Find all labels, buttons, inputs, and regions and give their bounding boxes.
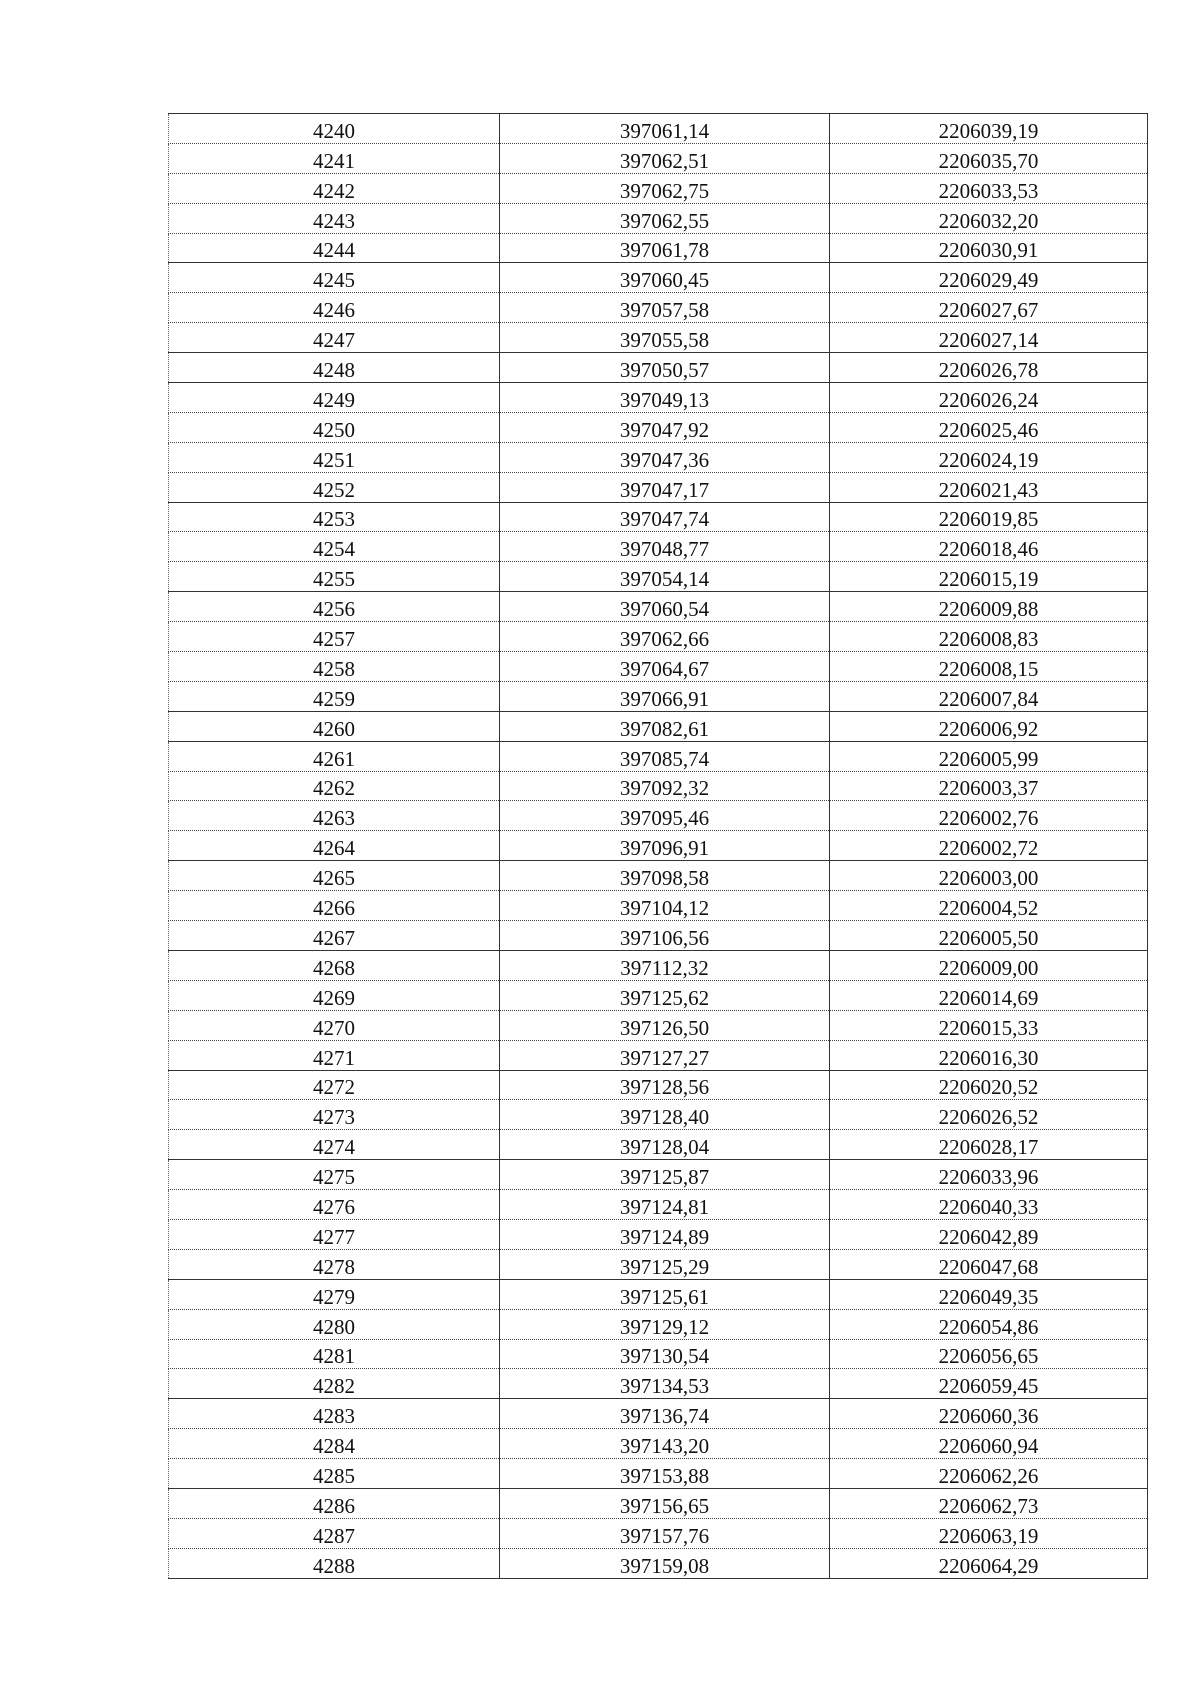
point-number-cell: 4249 bbox=[169, 383, 500, 413]
point-number-cell: 4252 bbox=[169, 472, 500, 502]
table-row bbox=[169, 1369, 1148, 1399]
table-row bbox=[169, 1339, 1148, 1369]
x-coordinate-cell: 397064,67 bbox=[500, 652, 830, 682]
table-row bbox=[169, 323, 1148, 353]
table-row bbox=[169, 412, 1148, 442]
table-row bbox=[169, 1429, 1148, 1459]
point-number-cell: 4274 bbox=[169, 1130, 500, 1160]
table-row bbox=[169, 353, 1148, 383]
x-coordinate-cell: 397128,04 bbox=[500, 1130, 830, 1160]
x-coordinate-cell: 397057,58 bbox=[500, 293, 830, 323]
y-coordinate-cell: 2206007,84 bbox=[830, 681, 1148, 711]
point-number-cell: 4288 bbox=[169, 1548, 500, 1578]
y-coordinate-cell: 2206019,85 bbox=[830, 502, 1148, 532]
table-row bbox=[169, 950, 1148, 980]
point-number-cell: 4272 bbox=[169, 1070, 500, 1100]
y-coordinate-cell: 2206049,35 bbox=[830, 1279, 1148, 1309]
point-number-cell: 4247 bbox=[169, 323, 500, 353]
x-coordinate-cell: 397062,51 bbox=[500, 143, 830, 173]
point-number-cell: 4267 bbox=[169, 921, 500, 951]
point-number-cell: 4242 bbox=[169, 173, 500, 203]
y-coordinate-cell: 2206018,46 bbox=[830, 532, 1148, 562]
point-number-cell: 4255 bbox=[169, 562, 500, 592]
table-row bbox=[169, 1160, 1148, 1190]
point-number-cell: 4250 bbox=[169, 412, 500, 442]
x-coordinate-cell: 397047,36 bbox=[500, 442, 830, 472]
table-row bbox=[169, 1488, 1148, 1518]
table-row bbox=[169, 1459, 1148, 1489]
y-coordinate-cell: 2206003,00 bbox=[830, 861, 1148, 891]
x-coordinate-cell: 397153,88 bbox=[500, 1459, 830, 1489]
x-coordinate-cell: 397125,62 bbox=[500, 980, 830, 1010]
x-coordinate-cell: 397136,74 bbox=[500, 1399, 830, 1429]
point-number-cell: 4287 bbox=[169, 1518, 500, 1548]
point-number-cell: 4265 bbox=[169, 861, 500, 891]
table-row bbox=[169, 1279, 1148, 1309]
table-row bbox=[169, 741, 1148, 771]
table-row bbox=[169, 980, 1148, 1010]
point-number-cell: 4282 bbox=[169, 1369, 500, 1399]
table-row bbox=[169, 1100, 1148, 1130]
y-coordinate-cell: 2206030,91 bbox=[830, 233, 1148, 263]
x-coordinate-cell: 397085,74 bbox=[500, 741, 830, 771]
table-row bbox=[169, 1249, 1148, 1279]
point-number-cell: 4256 bbox=[169, 592, 500, 622]
y-coordinate-cell: 2206029,49 bbox=[830, 263, 1148, 293]
point-number-cell: 4269 bbox=[169, 980, 500, 1010]
point-number-cell: 4285 bbox=[169, 1459, 500, 1489]
point-number-cell: 4246 bbox=[169, 293, 500, 323]
x-coordinate-cell: 397125,61 bbox=[500, 1279, 830, 1309]
point-number-cell: 4261 bbox=[169, 741, 500, 771]
coordinates-table bbox=[168, 113, 1148, 1579]
x-coordinate-cell: 397061,78 bbox=[500, 233, 830, 263]
point-number-cell: 4273 bbox=[169, 1100, 500, 1130]
point-number-cell: 4245 bbox=[169, 263, 500, 293]
x-coordinate-cell: 397054,14 bbox=[500, 562, 830, 592]
y-coordinate-cell: 2206021,43 bbox=[830, 472, 1148, 502]
y-coordinate-cell: 2206026,24 bbox=[830, 383, 1148, 413]
y-coordinate-cell: 2206027,67 bbox=[830, 293, 1148, 323]
table-row bbox=[169, 652, 1148, 682]
point-number-cell: 4259 bbox=[169, 681, 500, 711]
point-number-cell: 4258 bbox=[169, 652, 500, 682]
y-coordinate-cell: 2206047,68 bbox=[830, 1249, 1148, 1279]
y-coordinate-cell: 2206056,65 bbox=[830, 1339, 1148, 1369]
point-number-cell: 4271 bbox=[169, 1040, 500, 1070]
y-coordinate-cell: 2206009,00 bbox=[830, 950, 1148, 980]
x-coordinate-cell: 397112,32 bbox=[500, 950, 830, 980]
point-number-cell: 4276 bbox=[169, 1190, 500, 1220]
y-coordinate-cell: 2206009,88 bbox=[830, 592, 1148, 622]
table-row bbox=[169, 263, 1148, 293]
x-coordinate-cell: 397157,76 bbox=[500, 1518, 830, 1548]
table-row bbox=[169, 502, 1148, 532]
x-coordinate-cell: 397047,92 bbox=[500, 412, 830, 442]
table-row bbox=[169, 562, 1148, 592]
y-coordinate-cell: 2206015,33 bbox=[830, 1010, 1148, 1040]
x-coordinate-cell: 397130,54 bbox=[500, 1339, 830, 1369]
y-coordinate-cell: 2206003,37 bbox=[830, 771, 1148, 801]
point-number-cell: 4262 bbox=[169, 771, 500, 801]
x-coordinate-cell: 397095,46 bbox=[500, 801, 830, 831]
table-row bbox=[169, 173, 1148, 203]
x-coordinate-cell: 397128,40 bbox=[500, 1100, 830, 1130]
point-number-cell: 4243 bbox=[169, 203, 500, 233]
x-coordinate-cell: 397104,12 bbox=[500, 891, 830, 921]
table-row bbox=[169, 801, 1148, 831]
point-number-cell: 4268 bbox=[169, 950, 500, 980]
y-coordinate-cell: 2206060,36 bbox=[830, 1399, 1148, 1429]
point-number-cell: 4277 bbox=[169, 1219, 500, 1249]
table-row bbox=[169, 114, 1148, 144]
table-row bbox=[169, 203, 1148, 233]
y-coordinate-cell: 2206002,72 bbox=[830, 831, 1148, 861]
table-row bbox=[169, 472, 1148, 502]
table-row bbox=[169, 1130, 1148, 1160]
table-row bbox=[169, 681, 1148, 711]
x-coordinate-cell: 397060,54 bbox=[500, 592, 830, 622]
point-number-cell: 4279 bbox=[169, 1279, 500, 1309]
x-coordinate-cell: 397062,66 bbox=[500, 622, 830, 652]
table-row bbox=[169, 891, 1148, 921]
table-row bbox=[169, 1548, 1148, 1578]
table-row bbox=[169, 293, 1148, 323]
x-coordinate-cell: 397159,08 bbox=[500, 1548, 830, 1578]
table-row bbox=[169, 1010, 1148, 1040]
table-row bbox=[169, 233, 1148, 263]
y-coordinate-cell: 2206054,86 bbox=[830, 1309, 1148, 1339]
y-coordinate-cell: 2206006,92 bbox=[830, 711, 1148, 741]
table-row bbox=[169, 1309, 1148, 1339]
x-coordinate-cell: 397125,87 bbox=[500, 1160, 830, 1190]
x-coordinate-cell: 397126,50 bbox=[500, 1010, 830, 1040]
y-coordinate-cell: 2206005,50 bbox=[830, 921, 1148, 951]
x-coordinate-cell: 397096,91 bbox=[500, 831, 830, 861]
y-coordinate-cell: 2206035,70 bbox=[830, 143, 1148, 173]
coordinates-table-body bbox=[169, 114, 1148, 1579]
y-coordinate-cell: 2206025,46 bbox=[830, 412, 1148, 442]
x-coordinate-cell: 397047,17 bbox=[500, 472, 830, 502]
table-row bbox=[169, 1040, 1148, 1070]
x-coordinate-cell: 397124,89 bbox=[500, 1219, 830, 1249]
x-coordinate-cell: 397156,65 bbox=[500, 1488, 830, 1518]
x-coordinate-cell: 397134,53 bbox=[500, 1369, 830, 1399]
point-number-cell: 4284 bbox=[169, 1429, 500, 1459]
y-coordinate-cell: 2206042,89 bbox=[830, 1219, 1148, 1249]
point-number-cell: 4248 bbox=[169, 353, 500, 383]
table-row bbox=[169, 383, 1148, 413]
x-coordinate-cell: 397128,56 bbox=[500, 1070, 830, 1100]
y-coordinate-cell: 2206024,19 bbox=[830, 442, 1148, 472]
point-number-cell: 4278 bbox=[169, 1249, 500, 1279]
x-coordinate-cell: 397106,56 bbox=[500, 921, 830, 951]
y-coordinate-cell: 2206040,33 bbox=[830, 1190, 1148, 1220]
y-coordinate-cell: 2206027,14 bbox=[830, 323, 1148, 353]
table-row bbox=[169, 592, 1148, 622]
y-coordinate-cell: 2206004,52 bbox=[830, 891, 1148, 921]
point-number-cell: 4241 bbox=[169, 143, 500, 173]
x-coordinate-cell: 397050,57 bbox=[500, 353, 830, 383]
y-coordinate-cell: 2206062,26 bbox=[830, 1459, 1148, 1489]
table-row bbox=[169, 711, 1148, 741]
y-coordinate-cell: 2206026,78 bbox=[830, 353, 1148, 383]
point-number-cell: 4253 bbox=[169, 502, 500, 532]
table-row bbox=[169, 921, 1148, 951]
x-coordinate-cell: 397127,27 bbox=[500, 1040, 830, 1070]
y-coordinate-cell: 2206008,83 bbox=[830, 622, 1148, 652]
y-coordinate-cell: 2206016,30 bbox=[830, 1040, 1148, 1070]
x-coordinate-cell: 397047,74 bbox=[500, 502, 830, 532]
point-number-cell: 4264 bbox=[169, 831, 500, 861]
point-number-cell: 4244 bbox=[169, 233, 500, 263]
x-coordinate-cell: 397060,45 bbox=[500, 263, 830, 293]
y-coordinate-cell: 2206005,99 bbox=[830, 741, 1148, 771]
point-number-cell: 4275 bbox=[169, 1160, 500, 1190]
y-coordinate-cell: 2206064,29 bbox=[830, 1548, 1148, 1578]
y-coordinate-cell: 2206008,15 bbox=[830, 652, 1148, 682]
x-coordinate-cell: 397066,91 bbox=[500, 681, 830, 711]
table-row bbox=[169, 1219, 1148, 1249]
x-coordinate-cell: 397048,77 bbox=[500, 532, 830, 562]
point-number-cell: 4266 bbox=[169, 891, 500, 921]
point-number-cell: 4286 bbox=[169, 1488, 500, 1518]
point-number-cell: 4270 bbox=[169, 1010, 500, 1040]
table-row bbox=[169, 143, 1148, 173]
x-coordinate-cell: 397082,61 bbox=[500, 711, 830, 741]
y-coordinate-cell: 2206033,96 bbox=[830, 1160, 1148, 1190]
y-coordinate-cell: 2206015,19 bbox=[830, 562, 1148, 592]
table-row bbox=[169, 1399, 1148, 1429]
y-coordinate-cell: 2206014,69 bbox=[830, 980, 1148, 1010]
y-coordinate-cell: 2206039,19 bbox=[830, 114, 1148, 144]
y-coordinate-cell: 2206059,45 bbox=[830, 1369, 1148, 1399]
y-coordinate-cell: 2206062,73 bbox=[830, 1488, 1148, 1518]
table-row bbox=[169, 1518, 1148, 1548]
x-coordinate-cell: 397098,58 bbox=[500, 861, 830, 891]
table-row bbox=[169, 622, 1148, 652]
point-number-cell: 4254 bbox=[169, 532, 500, 562]
point-number-cell: 4263 bbox=[169, 801, 500, 831]
x-coordinate-cell: 397143,20 bbox=[500, 1429, 830, 1459]
point-number-cell: 4240 bbox=[169, 114, 500, 144]
y-coordinate-cell: 2206002,76 bbox=[830, 801, 1148, 831]
x-coordinate-cell: 397092,32 bbox=[500, 771, 830, 801]
y-coordinate-cell: 2206020,52 bbox=[830, 1070, 1148, 1100]
x-coordinate-cell: 397062,75 bbox=[500, 173, 830, 203]
table-row bbox=[169, 861, 1148, 891]
table-row bbox=[169, 771, 1148, 801]
x-coordinate-cell: 397124,81 bbox=[500, 1190, 830, 1220]
point-number-cell: 4257 bbox=[169, 622, 500, 652]
y-coordinate-cell: 2206026,52 bbox=[830, 1100, 1148, 1130]
point-number-cell: 4283 bbox=[169, 1399, 500, 1429]
table-row bbox=[169, 532, 1148, 562]
table-row bbox=[169, 442, 1148, 472]
table-row bbox=[169, 831, 1148, 861]
y-coordinate-cell: 2206032,20 bbox=[830, 203, 1148, 233]
y-coordinate-cell: 2206033,53 bbox=[830, 173, 1148, 203]
y-coordinate-cell: 2206063,19 bbox=[830, 1518, 1148, 1548]
point-number-cell: 4281 bbox=[169, 1339, 500, 1369]
x-coordinate-cell: 397061,14 bbox=[500, 114, 830, 144]
x-coordinate-cell: 397049,13 bbox=[500, 383, 830, 413]
point-number-cell: 4260 bbox=[169, 711, 500, 741]
point-number-cell: 4251 bbox=[169, 442, 500, 472]
table-row bbox=[169, 1190, 1148, 1220]
x-coordinate-cell: 397125,29 bbox=[500, 1249, 830, 1279]
x-coordinate-cell: 397062,55 bbox=[500, 203, 830, 233]
x-coordinate-cell: 397055,58 bbox=[500, 323, 830, 353]
point-number-cell: 4280 bbox=[169, 1309, 500, 1339]
y-coordinate-cell: 2206060,94 bbox=[830, 1429, 1148, 1459]
table-row bbox=[169, 1070, 1148, 1100]
x-coordinate-cell: 397129,12 bbox=[500, 1309, 830, 1339]
y-coordinate-cell: 2206028,17 bbox=[830, 1130, 1148, 1160]
